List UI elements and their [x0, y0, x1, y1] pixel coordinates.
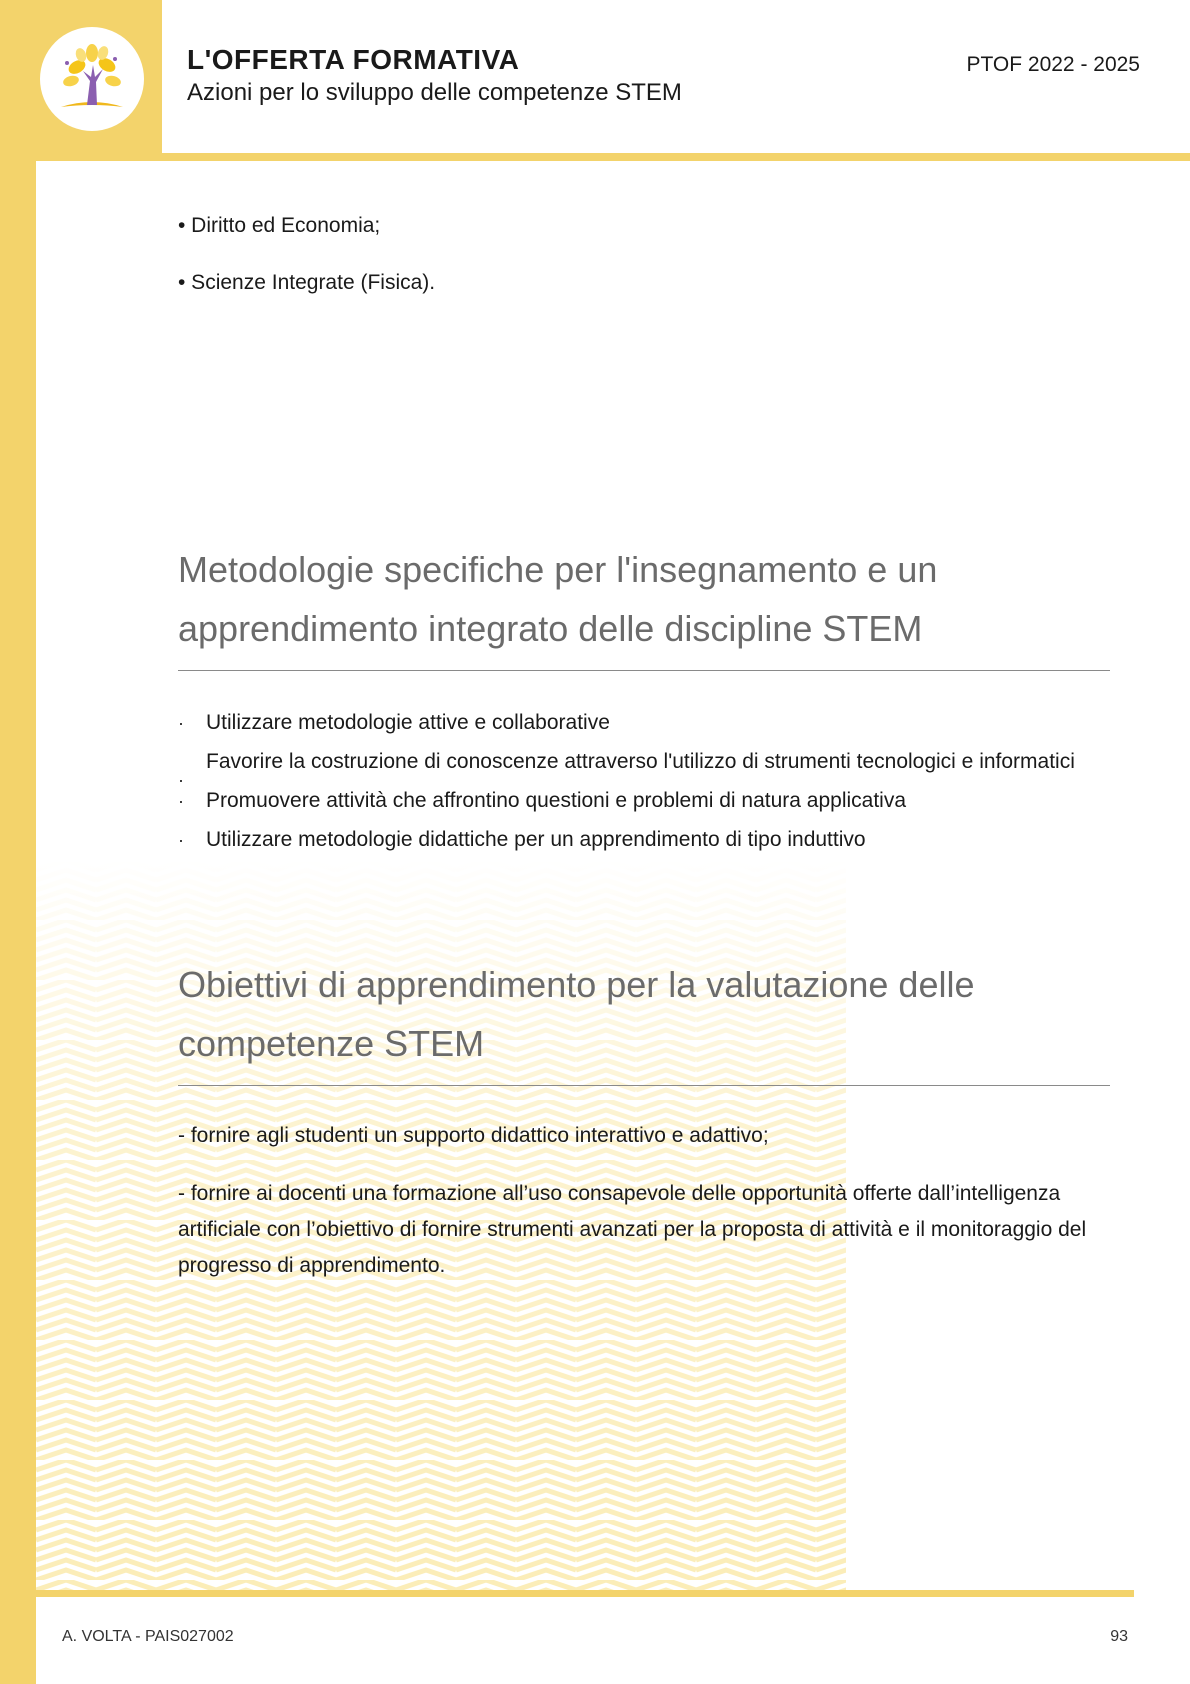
list-item-text: Utilizzare metodologie didattiche per un apprendimento di tipo induttivo: [206, 828, 866, 851]
section-title-methodologies: [178, 540, 1110, 671]
page-number: 93: [1110, 1628, 1128, 1645]
footer-divider: [36, 1590, 1134, 1597]
list-item-text: Promuovere attività che affrontino questioni e problemi di natura applicativa: [206, 789, 907, 812]
bullet-icon: ·: [178, 830, 184, 850]
school-logo: [40, 27, 144, 131]
section-title-line: apprendimento integrato delle discipline STEM: [178, 608, 923, 649]
left-accent-stripe: [0, 0, 36, 1684]
list-item: • Diritto ed Economia;: [178, 214, 381, 237]
header-divider: [36, 153, 1190, 161]
ptof-label: PTOF 2022 - 2025: [966, 53, 1140, 76]
objective-paragraph: - fornire agli studenti un supporto didattico interattivo e adattivo;: [178, 1124, 769, 1147]
list-item: [178, 744, 1110, 790]
header-title: L'OFFERTA FORMATIVA: [187, 44, 520, 75]
list-item: [178, 705, 1110, 741]
section-title-line: Metodologie specifiche per l'insegnamento e un: [178, 549, 938, 590]
objective-paragraph: - fornire ai docenti una formazione all’uso consapevole delle opportunità offerte dall’intelligenza artificiale con l’obiettivo di fornire strumenti avanzati per la proposta di attività e il monitoraggio del progresso di apprendimento.: [178, 1182, 1087, 1277]
list-item: [178, 783, 1110, 819]
list-item: [178, 822, 1110, 858]
bullet-icon: ·: [178, 713, 184, 733]
subject-list: [178, 214, 435, 328]
list-item: • Scienze Integrate (Fisica).: [178, 271, 436, 294]
tree-logo-icon: [57, 41, 127, 117]
bullet-icon: ·: [178, 791, 184, 811]
footer-school-code: A. VOLTA - PAIS027002: [62, 1628, 234, 1645]
section-title-objectives: [178, 955, 1110, 1086]
list-item-text: Utilizzare metodologie attive e collaborative: [206, 711, 610, 734]
header-subtitle: Azioni per lo sviluppo delle competenze STEM: [187, 79, 682, 106]
methodologies-list: [178, 705, 1110, 858]
section-title-line: Obiettivi di apprendimento per la valutazione delle: [178, 964, 975, 1005]
section-title-line: competenze STEM: [178, 1023, 485, 1064]
list-item-text: Favorire la costruzione di conoscenze attraverso l'utilizzo di strumenti tecnologici e informatici: [206, 750, 1075, 773]
bullet-icon: ·: [178, 770, 184, 790]
